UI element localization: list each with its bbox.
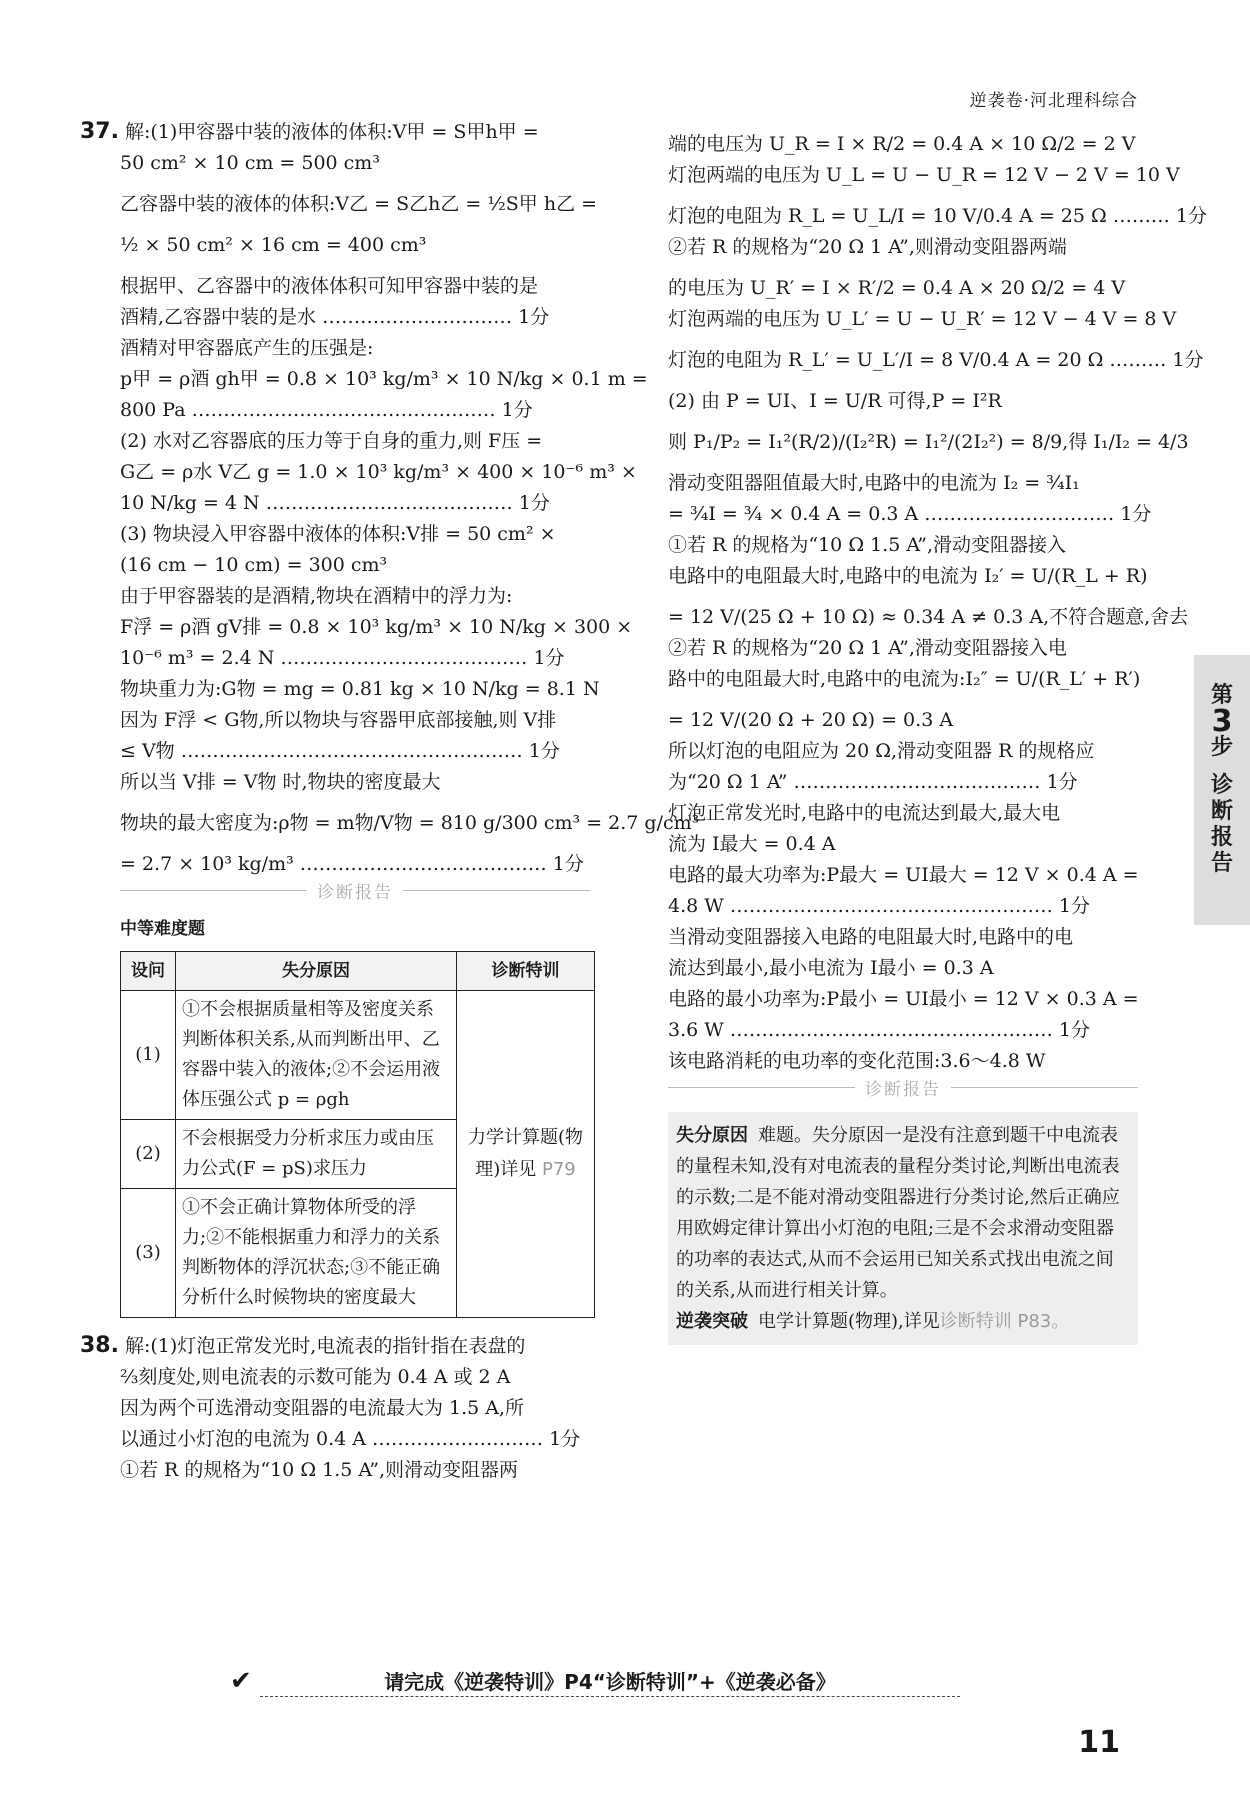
q38-line: 灯泡两端的电压为 U_L′ = U − U_R′ = 12 V − 4 V = 8 V [668,308,1177,330]
q38-line: 当滑动变阻器接入电路的电阻最大时,电路中的电 [668,926,1074,948]
q37-line: 10 N/kg = 4 N ………………………………… 1分 [120,492,550,514]
q38-line: ②若 R 的规格为“20 Ω 1 A”,则滑动变阻器两端 [668,236,1067,258]
q37-line: 因为 F浮 < G物,所以物块与容器甲底部接触,则 V排 [120,709,557,731]
diagnosis-box [668,1112,1138,1345]
report-stamp: 诊断报告 [668,1087,1138,1106]
q38-line: 灯泡正常发光时,电路中的电流达到最大,最大电 [668,802,1061,824]
q38-line: ①若 R 的规格为“10 Ω 1.5 A”,则滑动变阻器两 [120,1459,519,1481]
page-number: 11 [1078,1725,1120,1760]
q38-number: 38. [80,1333,119,1358]
q37-line: (2) 水对乙容器底的压力等于自身的重力,则 F压 = [120,430,543,452]
q38-line: 以通过小灯泡的电流为 0.4 A ……………………… 1分 [120,1428,581,1450]
q37-line: 37. 解:(1)甲容器中装的液体的体积:V甲 = S甲h甲 = [80,119,539,144]
q38-line: 灯泡的电阻为 R_L = U_L/I = 10 V/0.4 A = 25 Ω ……… 1分 [668,205,1207,227]
q38-line: = 12 V/(25 Ω + 10 Ω) ≈ 0.34 A ≠ 0.3 A,不符合题意,舍去 [668,606,1189,628]
q37-line: ≤ V物 ……………………………………………… 1分 [120,740,560,762]
footer-text: 请完成《逆袭特训》P4“诊断特训”+《逆袭必备》 [384,1670,836,1694]
q37-line: 物块重力为:G物 = mg = 0.81 kg × 10 N/kg = 8.1 N [120,678,600,700]
q38-line: 端的电压为 U_R = I × R/2 = 0.4 A × 10 Ω/2 = 2 V [668,133,1136,155]
q38-line: 该电路消耗的电功率的变化范围:3.6～4.8 W [668,1050,1046,1072]
q38-line: 电路的最小功率为:P最小 = UI最小 = 12 V × 0.3 A = [668,988,1139,1010]
check-icon: ✔ [230,1666,252,1696]
difficulty-label: 中等难度题 [120,919,205,939]
breakthrough-text: 电学计算题(物理),详见 [758,1311,940,1332]
q38-line: ②若 R 的规格为“20 Ω 1 A”,滑动变阻器接入电 [668,637,1067,659]
q38-line: 3.6 W …………………………………………… 1分 [668,1019,1090,1041]
q38-line: 38. 解:(1)灯泡正常发光时,电流表的指针指在表盘的 [80,1333,526,1358]
q38-line: 流为 I最大 = 0.4 A [668,833,836,855]
q38-line: 流达到最小,最小电流为 I最小 = 0.3 A [668,957,994,979]
table-cell-reason: 不会根据受力分析求压力或由压力公式(F = pS)求压力 [176,1120,457,1189]
q38-line: 则 P₁/P₂ = I₁²(R/2)/(I₂²R) = I₁²/(2I₂²) = 8/9,得 I₁/I₂ = 4/3 [668,431,1189,453]
q37-line: 乙容器中装的液体的体积:V乙 = S乙h乙 = ½S甲 h乙 = [120,193,598,215]
table-cell-q: (3) [121,1189,176,1318]
table-cell-reason: ①不会根据质量相等及密度关系判断体积关系,从而判断出甲、乙容器中装入的液体;②不会运用液体压强公式 p = ρgh [176,991,457,1120]
right-column [668,130,1207,1345]
train-ref: P79 [542,1159,576,1180]
q37-line: p甲 = ρ酒 gh甲 = 0.8 × 10³ kg/m³ × 10 N/kg × 0.1 m = [120,368,648,390]
q37-line: 由于甲容器装的是酒精,物块在酒精中的浮力为: [120,585,513,607]
diagnosis-text: 难题。失分原因一是没有注意到题干中电流表的量程未知,没有对电流表的量程分类讨论,判断出电流表的示数;二是不能对滑动变阻器进行分类讨论,然后正确应用欧姆定律计算出小灯泡的电阻;三是不会求滑动变阻器的功率的表达式,从而不会运用已知关系式找出电流之间的关系,从而进行相关计算。 [676,1125,1120,1301]
left-column [80,118,700,1487]
q38-line: 灯泡两端的电压为 U_L = U − U_R = 12 V − 2 V = 10 V [668,164,1180,186]
q37-line: 物块的最大密度为:ρ物 = m物/V物 = 810 g/300 cm³ = 2.7 g/cm³ [120,812,700,834]
table-cell-q: (2) [121,1120,176,1189]
q37-line: = 2.7 × 10³ kg/m³ ………………………………… 1分 [120,853,584,875]
q37-line: 酒精,乙容器中装的是水 ………………………… 1分 [120,306,550,328]
footer-banner [230,1666,990,1695]
q37-line: 根据甲、乙容器中的液体体积可知甲容器中装的是 [120,275,539,297]
q38-line: 电路的最大功率为:P最大 = UI最大 = 12 V × 0.4 A = [668,864,1139,886]
q37-line: (16 cm − 10 cm) = 300 cm³ [120,554,388,576]
q38-line: ⅔刻度处,则电流表的示数可能为 0.4 A 或 2 A [120,1366,511,1388]
table-header: 失分原因 [176,952,457,991]
q38-line: 所以灯泡的电阻应为 20 Ω,滑动变阻器 R 的规格应 [668,740,1095,762]
q38-line: 为“20 Ω 1 A” ………………………………… 1分 [668,771,1078,793]
q38-line: 4.8 W …………………………………………… 1分 [668,895,1090,917]
breakthrough-label: 逆袭突破 [676,1311,748,1332]
q37-line: 10⁻⁶ m³ = 2.4 N ………………………………… 1分 [120,647,565,669]
q37-line: F浮 = ρ酒 gV排 = 0.8 × 10³ kg/m³ × 10 N/kg × 300 × [120,616,633,638]
diagnosis-table [120,951,595,1318]
breakthrough-ref: 诊断特训 P83。 [939,1311,1070,1332]
report-stamp: 诊断报告 [120,890,590,909]
table-cell-q: (1) [121,991,176,1120]
q37-line: 800 Pa ………………………………………… 1分 [120,399,533,421]
table-header: 诊断特训 [457,952,595,991]
q38-line: = ¾I = ¾ × 0.4 A = 0.3 A ………………………… 1分 [668,503,1152,525]
q37-line: (3) 物块浸入甲容器中液体的体积:V排 = 50 cm² × [120,523,556,545]
table-row [121,991,595,1120]
page-header: 逆袭卷·河北理科综合 [969,91,1138,111]
table-cell-reason: ①不会正确计算物体所受的浮力;②不能根据重力和浮力的关系判断物体的浮沉状态;③不能正确分析什么时候物块的密度最大 [176,1189,457,1318]
q38-line: 滑动变阻器阻值最大时,电路中的电流为 I₂ = ¾I₁ [668,472,1080,494]
q38-line: 的电压为 U_R′ = I × R′/2 = 0.4 A × 20 Ω/2 = 4 V [668,277,1126,299]
q37-line: 50 cm² × 10 cm = 500 cm³ [120,152,380,174]
q38-line: = 12 V/(20 Ω + 20 Ω) = 0.3 A [668,709,954,731]
q37-line: 酒精对甲容器底产生的压强是: [120,337,374,359]
q38-line: 灯泡的电阻为 R_L′ = U_L′/I = 8 V/0.4 A = 20 Ω ……… 1分 [668,349,1204,371]
q37-number: 37. [80,119,119,144]
table-cell-train: 力学计算题(物理)详见 P79 [457,991,595,1318]
diagnosis-label: 失分原因 [676,1125,748,1146]
q38-line: ①若 R 的规格为“10 Ω 1.5 A”,滑动变阻器接入 [668,534,1067,556]
q38-line: 路中的电阻最大时,电路中的电流为:I₂″ = U/(R_L′ + R′) [668,668,1141,690]
q37-line: ½ × 50 cm² × 16 cm = 400 cm³ [120,234,427,256]
q38-line: (2) 由 P = UI、I = U/R 可得,P = I²R [668,390,1002,412]
side-tab: 第 3 步 诊 断 报 告 [1194,655,1250,925]
q38-line: 电路中的电阻最大时,电路中的电流为 I₂′ = U/(R_L + R) [668,565,1148,587]
q38-line: 因为两个可选滑动变阻器的电流最大为 1.5 A,所 [120,1397,525,1419]
q37-line: 所以当 V排 = V物 时,物块的密度最大 [120,771,441,793]
q37-line: G乙 = ρ水 V乙 g = 1.0 × 10³ kg/m³ × 400 × 10⁻⁶ m³ × [120,461,637,483]
table-header: 设问 [121,952,176,991]
